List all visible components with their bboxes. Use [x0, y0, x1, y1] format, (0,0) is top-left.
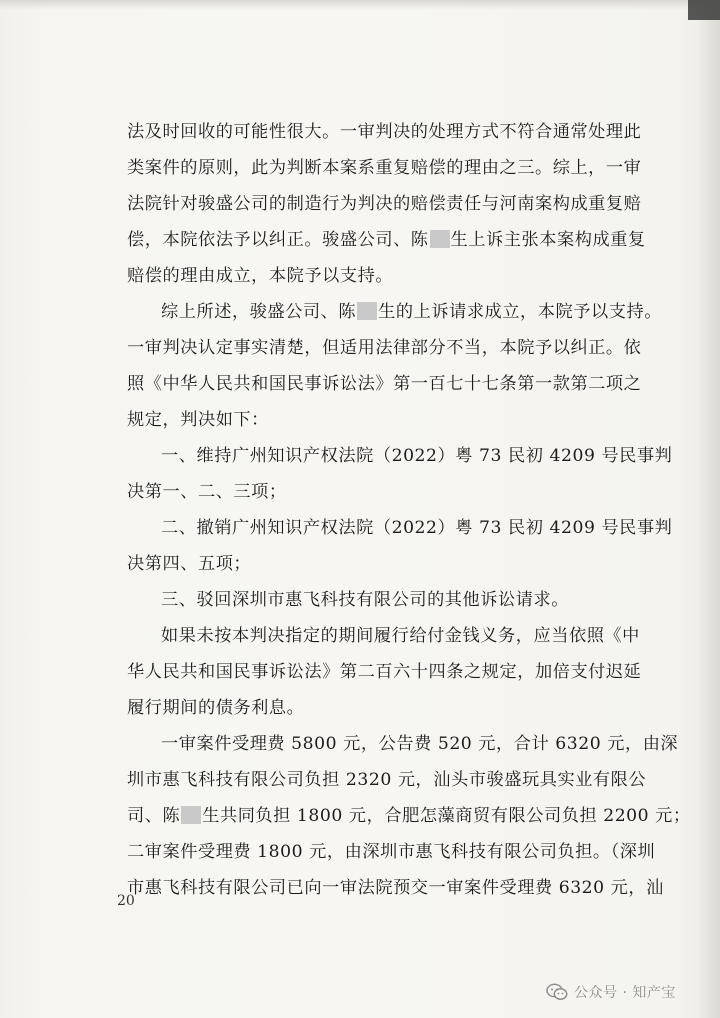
- redacted-name-box: [357, 302, 377, 320]
- text-line: 一审案件受理费 5800 元，公告费 520 元，合计 6320 元，由深: [161, 734, 679, 754]
- watermark: [546, 981, 676, 1003]
- text-line: 决第四、五项；: [127, 554, 252, 574]
- text-line: 法院针对骏盛公司的制造行为判决的赔偿责任与河南案构成重复赔: [127, 194, 642, 214]
- text-line: [161, 296, 662, 328]
- text-line: 规定，判决如下：: [127, 410, 269, 430]
- text-line: 一审判决认定事实清楚，但适用法律部分不当，本院予以纠正。依: [127, 338, 642, 358]
- text-line: 法及时回收的可能性很大。一审判决的处理方式不符合通常处理此: [127, 122, 642, 142]
- scan-corner-mark: [688, 0, 720, 20]
- text-segment: 生上诉主张本案构成重复: [450, 230, 646, 250]
- wechat-icon: [546, 983, 568, 1001]
- scan-top-shadow: [0, 0, 720, 10]
- scan-right-shadow: [698, 0, 720, 1018]
- text-line: [127, 800, 691, 832]
- text-line: [127, 224, 646, 256]
- page-number: 20: [117, 893, 135, 909]
- text-segment: 生的上诉请求成立，本院予以支持。: [378, 302, 662, 322]
- text-segment: 偿，本院依法予以纠正。骏盛公司、陈: [127, 230, 429, 250]
- text-line: 华人民共和国民事诉讼法》第二百六十四条之规定，加倍支付迟延: [127, 662, 642, 682]
- text-line: 如果未按本判决指定的期间履行给付金钱义务，应当依照《中: [161, 626, 640, 646]
- watermark-text: 公众号 · 知产宝: [574, 985, 676, 1001]
- redacted-name-box: [430, 230, 450, 248]
- text-segment: 司、陈: [127, 806, 181, 826]
- text-line: 圳市惠飞科技有限公司负担 2320 元，汕头市骏盛玩具实业有限公: [127, 770, 647, 790]
- text-line: 二审案件受理费 1800 元，由深圳市惠飞科技有限公司负担。（深圳: [127, 842, 656, 862]
- text-line: 一、维持广州知识产权法院（2022）粤 73 民初 4209 号民事判: [161, 446, 673, 466]
- text-line: 市惠飞科技有限公司已向一审法院预交一审案件受理费 6320 元，汕: [127, 878, 664, 898]
- text-line: 决第一、二、三项；: [127, 482, 287, 502]
- text-line: 三、驳回深圳市惠飞科技有限公司的其他诉讼请求。: [161, 590, 569, 610]
- text-line: 履行期间的债务利息。: [127, 698, 305, 718]
- redacted-name-box: [181, 806, 201, 824]
- text-line: 赔偿的理由成立，本院予以支持。: [127, 266, 394, 286]
- text-segment: 生共同负担 1800 元，合肥怎藻商贸有限公司负担 2200 元；: [202, 806, 691, 826]
- text-segment: 综上所述，骏盛公司、陈: [161, 302, 357, 322]
- text-line: 二、撤销广州知识产权法院（2022）粤 73 民初 4209 号民事判: [161, 518, 673, 538]
- text-line: 类案件的原则，此为判断本案系重复赔偿的理由之三。综上，一审: [127, 158, 642, 178]
- text-line: 照《中华人民共和国民事诉讼法》第一百七十七条第一款第二项之: [127, 374, 642, 394]
